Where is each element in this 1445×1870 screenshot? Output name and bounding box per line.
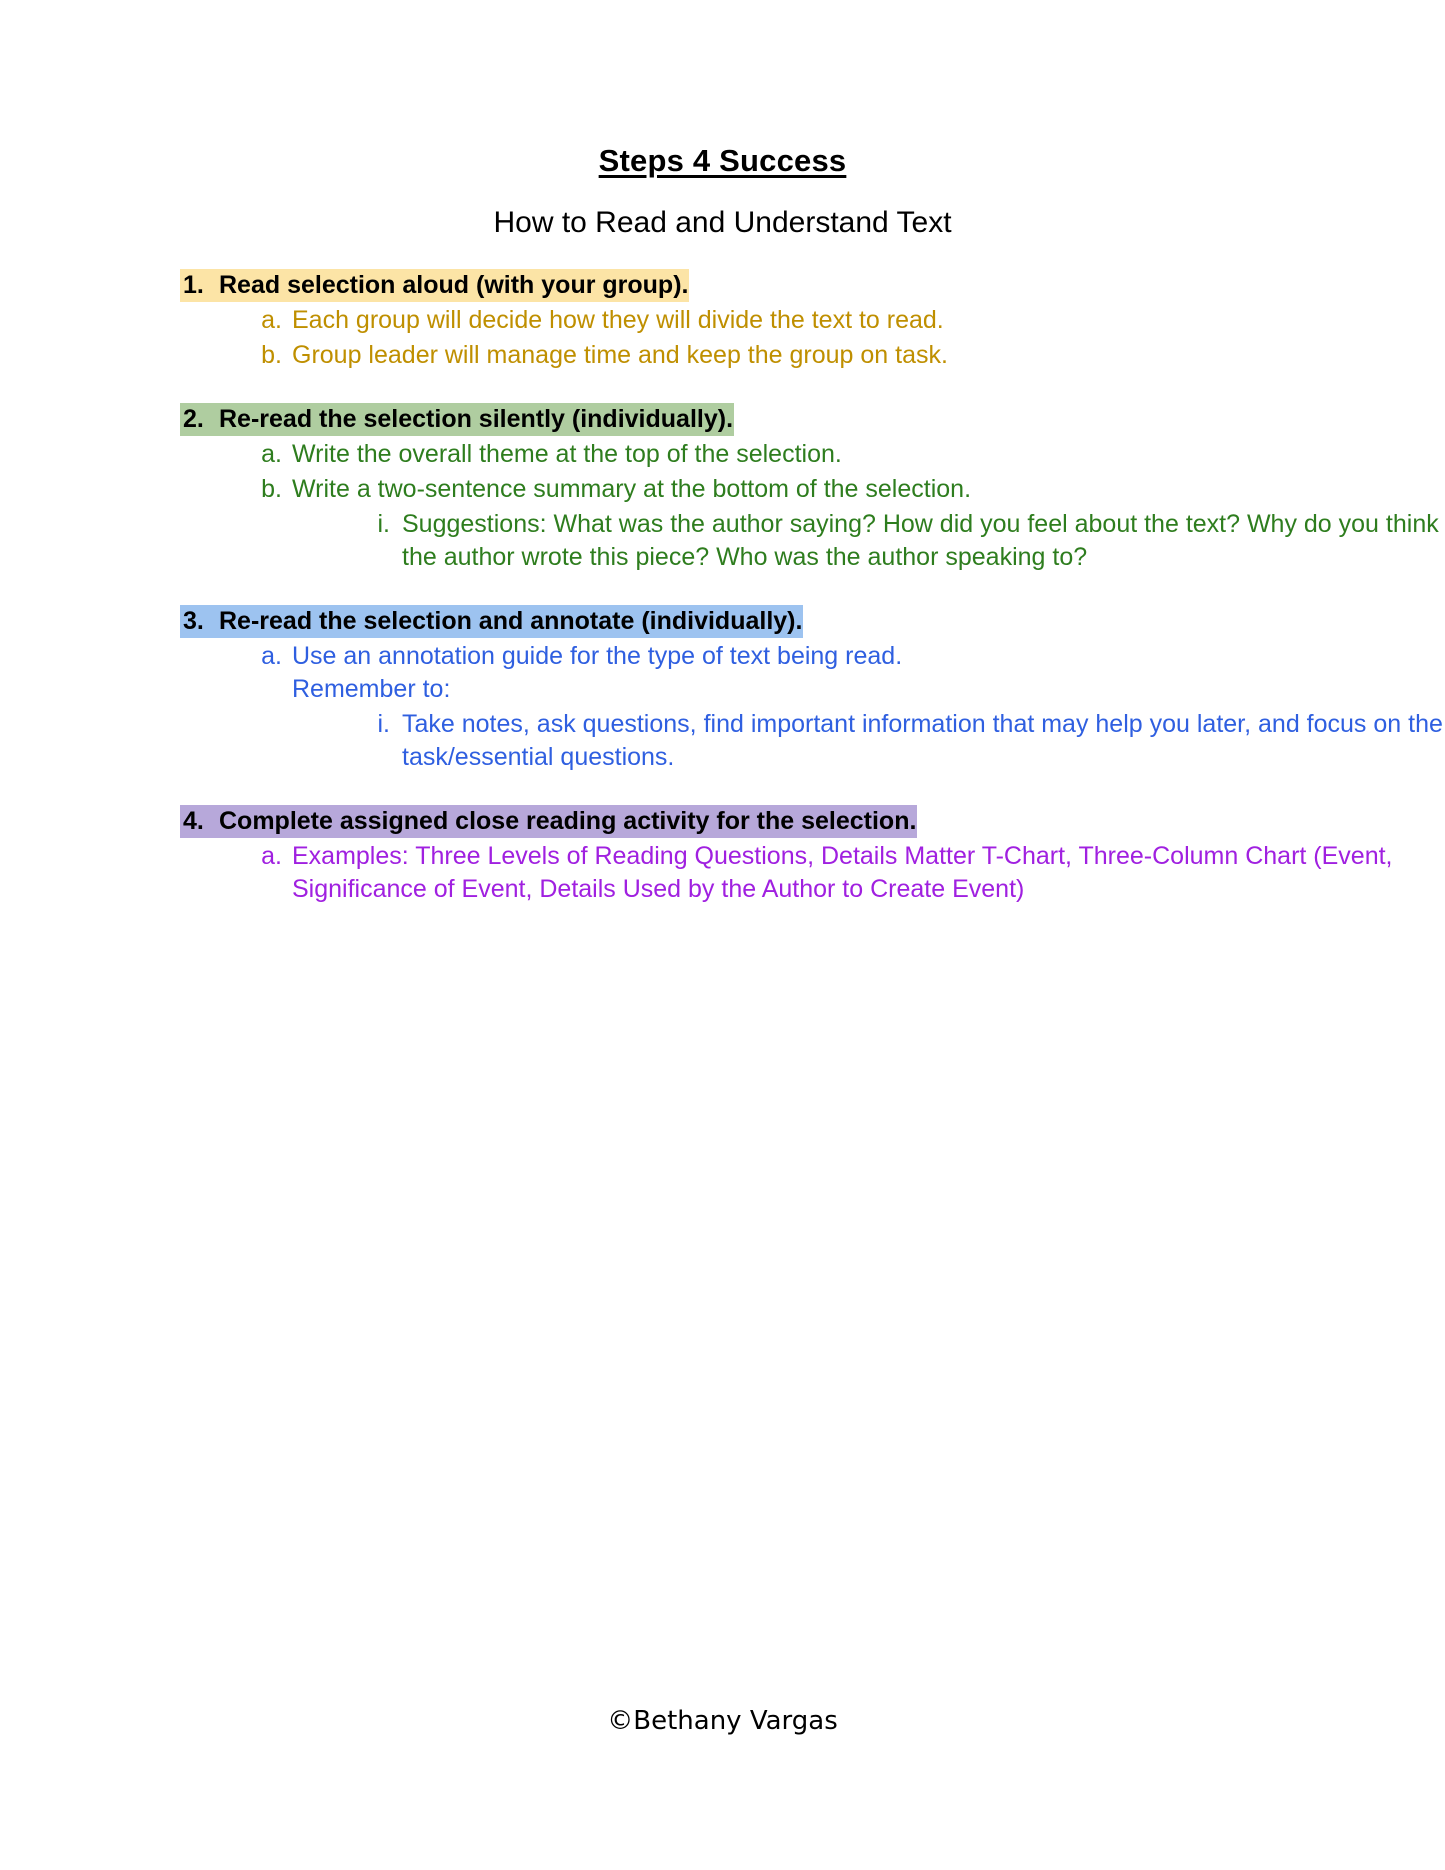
step-heading-text: Complete assigned close reading activity for the selection. <box>219 806 917 835</box>
list-item-text: Write the overall theme at the top of the selection. <box>292 439 842 468</box>
list-item-marker: a. <box>261 841 282 870</box>
page-title <box>0 0 1445 178</box>
step-heading <box>180 805 1445 838</box>
step-heading-highlight <box>180 805 917 838</box>
list-item <box>360 508 1445 575</box>
list-item-text: Use an annotation guide for the type of text being read. <box>292 641 903 670</box>
list-item-text: Each group will decide how they will divide the text to read. <box>292 306 944 335</box>
step-heading <box>180 403 1445 436</box>
step-heading-text: Read selection aloud (with your group). <box>219 271 689 300</box>
footer-credit: ©Bethany Vargas <box>607 1706 838 1736</box>
list-item <box>360 708 1445 775</box>
step-heading-highlight <box>180 269 689 302</box>
list-item <box>248 438 1445 471</box>
step-subsub-list <box>292 708 1445 775</box>
step-sub-list <box>0 640 1445 775</box>
list-item-marker: i. <box>377 510 390 539</box>
step-heading-text: Re-read the selection silently (individually). <box>219 404 734 433</box>
step-number: 2. <box>183 404 204 433</box>
step-block <box>0 805 1445 907</box>
list-item-marker: i. <box>377 710 390 739</box>
page-title-text: Steps 4 Success <box>598 143 847 178</box>
step-heading-highlight <box>180 403 734 436</box>
list-item-text: Suggestions: What was the author saying? How did you feel about the text? Why do you think the author wrote this piece? Who was the author speaking to? <box>402 510 1439 572</box>
list-item-text: Take notes, ask questions, find important information that may help you later, and focus on the task/essential questions. <box>402 710 1443 772</box>
step-sub-list <box>0 304 1445 373</box>
step-sub-list <box>0 438 1445 575</box>
list-item-marker: a. <box>261 439 282 468</box>
step-block <box>0 403 1445 575</box>
step-number: 1. <box>183 271 204 300</box>
page-subtitle: How to Read and Understand Text <box>493 206 952 240</box>
step-heading <box>180 605 1445 638</box>
list-item <box>248 840 1445 907</box>
list-item <box>248 640 1445 775</box>
list-item <box>248 339 1445 372</box>
step-number: 3. <box>183 606 204 635</box>
list-item-marker: b. <box>261 474 282 503</box>
step-block <box>0 605 1445 775</box>
list-item <box>248 304 1445 337</box>
list-item-marker: a. <box>261 306 282 335</box>
list-item-marker: b. <box>261 341 282 370</box>
list-item-text: Examples: Three Levels of Reading Questions, Details Matter T-Chart, Three-Column Chart (Event, Significance of Event, Details Used by the Author to Create Event) <box>292 841 1393 903</box>
list-item-continuation: Remember to: <box>292 674 451 703</box>
step-number: 4. <box>183 806 204 835</box>
steps-outline <box>0 239 1445 906</box>
step-sub-list <box>0 840 1445 907</box>
step-heading <box>180 269 1445 302</box>
list-item-marker: a. <box>261 641 282 670</box>
list-item <box>248 473 1445 575</box>
step-heading-text: Re-read the selection and annotate (individually). <box>219 606 803 635</box>
step-heading-highlight <box>180 605 803 638</box>
list-item-text: Group leader will manage time and keep the group on task. <box>292 341 948 370</box>
step-subsub-list <box>292 508 1445 575</box>
list-item-text: Write a two-sentence summary at the bottom of the selection. <box>292 474 972 503</box>
step-block <box>0 269 1445 373</box>
